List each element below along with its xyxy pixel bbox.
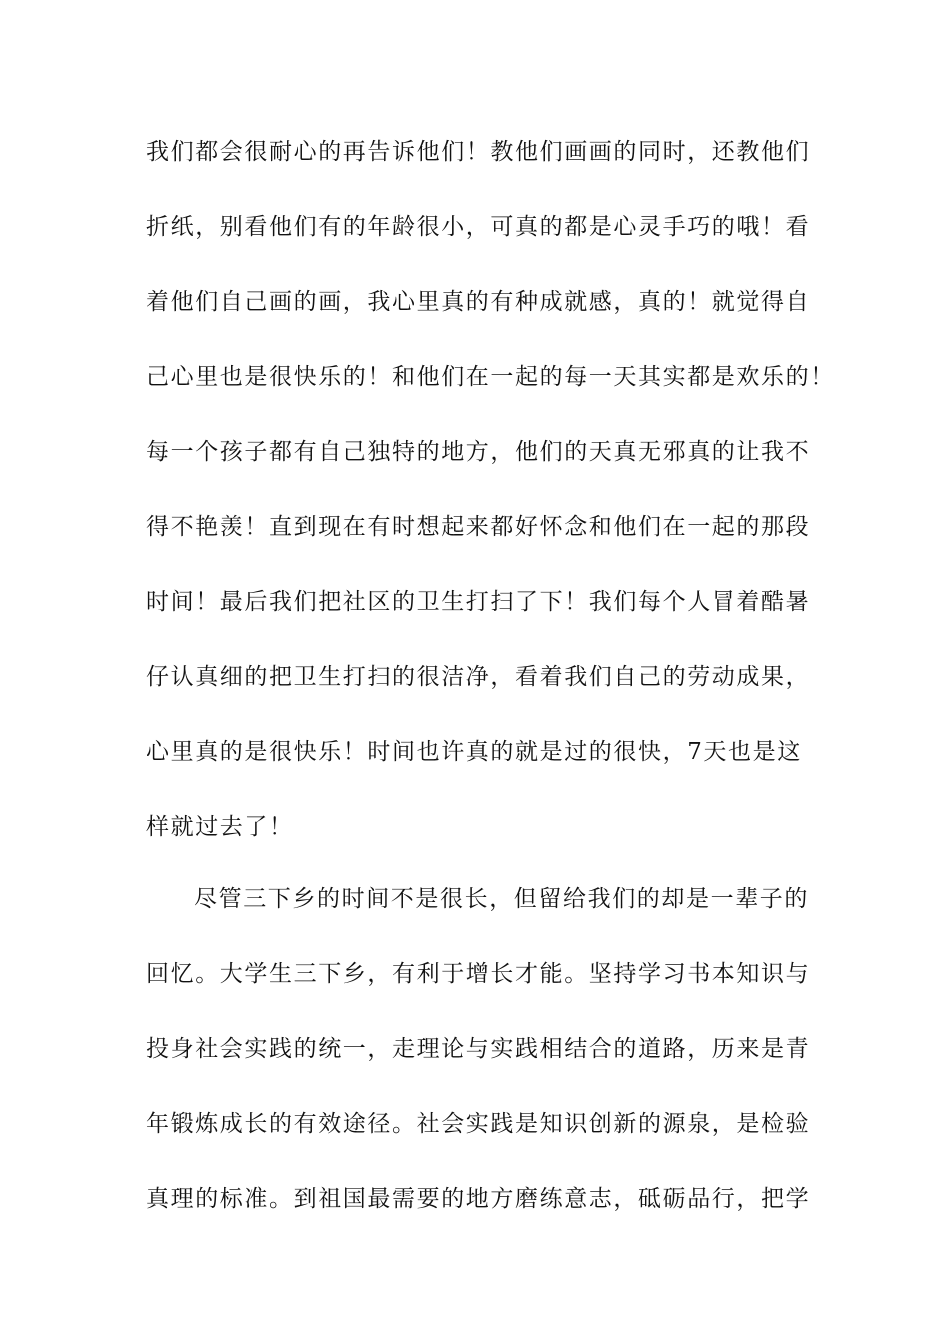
text-line: 折纸，别看他们有的年龄很小，可真的都是心灵手巧的哦！看 [146, 214, 811, 240]
text-line: 我们都会很耐心的再告诉他们！教他们画画的同时，还教他们 [146, 139, 811, 165]
text-line: 得不艳羡！直到现在有时想起来都好怀念和他们在一起的那段 [146, 514, 811, 540]
text-line: 回忆。大学生三下乡，有利于增长才能。坚持学习书本知识与 [146, 961, 811, 987]
text-line: 时间！最后我们把社区的卫生打扫了下！我们每个人冒着酷暑 [146, 589, 811, 615]
text-line: 年锻炼成长的有效途径。社会实践是知识创新的源泉，是检验 [146, 1111, 811, 1137]
text-line: 真理的标准。到祖国最需要的地方磨练意志，砥砺品行，把学 [146, 1186, 811, 1212]
paragraph-first-line: 尽管三下乡的时间不是很长，但留给我们的却是一辈子的 [194, 886, 809, 912]
text-line: 着他们自己画的画，我心里真的有种成就感，真的！就觉得自 [146, 289, 811, 315]
text-line: 心里真的是很快乐！时间也许真的就是过的很快，7天也是这 [146, 739, 802, 765]
text-line: 每一个孩子都有自己独特的地方，他们的天真无邪真的让我不 [146, 439, 811, 465]
text-line: 仔认真细的把卫生打扫的很洁净，看着我们自己的劳动成果， [146, 664, 811, 690]
text-line: 样就过去了！ [146, 814, 294, 840]
text-line: 投身社会实践的统一，走理论与实践相结合的道路，历来是青 [146, 1036, 811, 1062]
text-line: 己心里也是很快乐的！和他们在一起的每一天其实都是欢乐的！ [146, 364, 835, 390]
